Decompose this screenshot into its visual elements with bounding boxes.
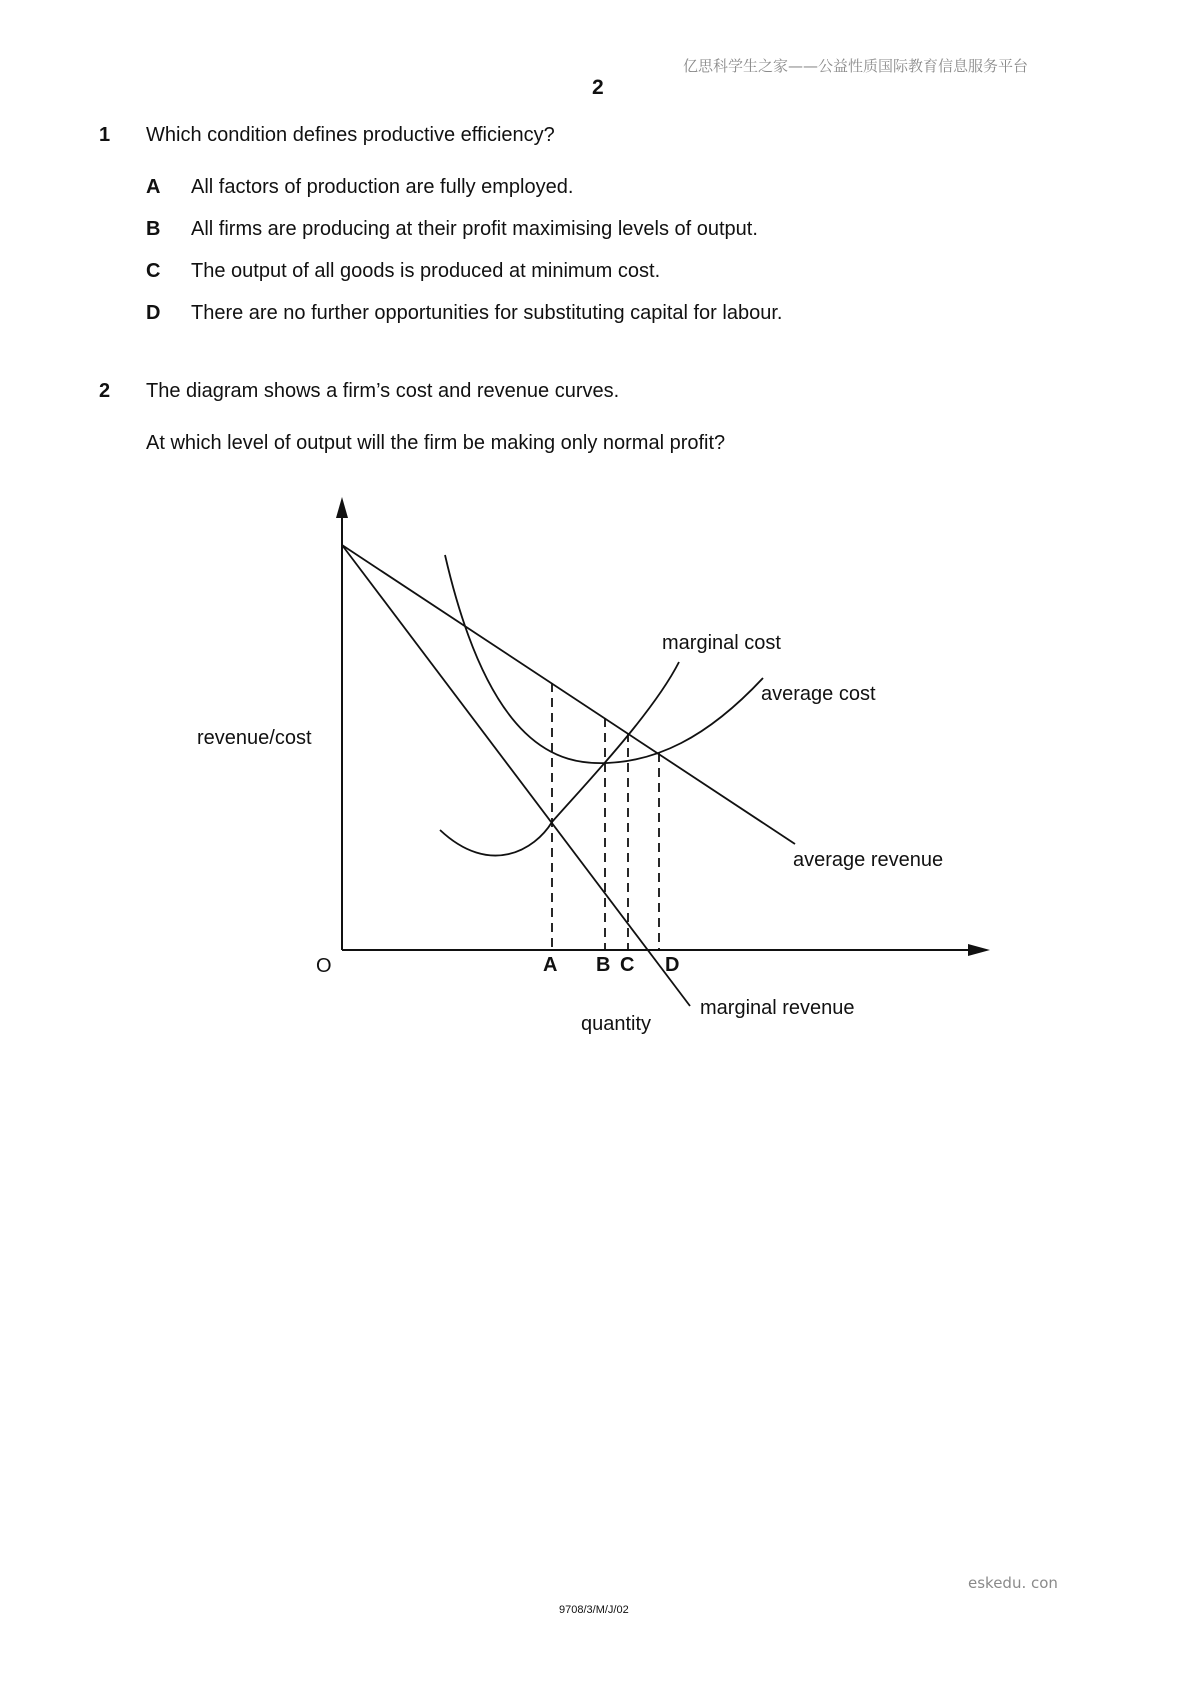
- average-cost-label: average cost: [761, 683, 876, 705]
- average-cost-curve: [445, 555, 763, 763]
- option-b-letter: B: [146, 218, 161, 240]
- average-revenue-label: average revenue: [793, 849, 944, 871]
- question-2-number: 2: [99, 380, 111, 402]
- x-axis-label: quantity: [581, 1013, 652, 1035]
- y-axis-arrowhead: [336, 497, 348, 518]
- output-label-a: A: [543, 954, 558, 976]
- output-label-c: C: [620, 954, 635, 976]
- option-a-letter: A: [146, 176, 161, 198]
- option-d-text: There are no further opportunities for substituting capital for labour.: [191, 302, 783, 324]
- marginal-cost-curve: [440, 662, 679, 856]
- output-label-b: B: [596, 954, 611, 976]
- option-b-text: All firms are producing at their profit maximising levels of output.: [191, 218, 758, 240]
- x-axis-arrowhead: [968, 944, 990, 956]
- output-label-d: D: [665, 954, 680, 976]
- question-1-text: Which condition defines productive efficiency?: [146, 124, 555, 146]
- question-2-subtext: At which level of output will the firm be making only normal profit?: [146, 432, 726, 454]
- option-a-text: All factors of production are fully employed.: [191, 176, 574, 198]
- option-c-letter: C: [146, 260, 161, 282]
- question-2-text: The diagram shows a firm’s cost and revenue curves.: [146, 380, 620, 402]
- marginal-revenue-curve: [342, 545, 690, 1006]
- option-c-text: The output of all goods is produced at minimum cost.: [191, 260, 661, 282]
- question-1-number: 1: [99, 124, 111, 146]
- marginal-cost-label: marginal cost: [662, 632, 781, 654]
- option-d-letter: D: [146, 302, 161, 324]
- header-watermark: 亿思科学生之家——公益性质国际教育信息服务平台: [683, 57, 1029, 75]
- marginal-revenue-label: marginal revenue: [700, 997, 855, 1019]
- footer-code: 9708/3/M/J/02: [559, 1604, 629, 1616]
- average-revenue-curve: [342, 545, 795, 844]
- y-axis-label: revenue/cost: [197, 727, 312, 749]
- footer-watermark: eskedu. con: [968, 1574, 1058, 1592]
- page-number: 2: [592, 76, 604, 99]
- origin-label: O: [316, 955, 332, 977]
